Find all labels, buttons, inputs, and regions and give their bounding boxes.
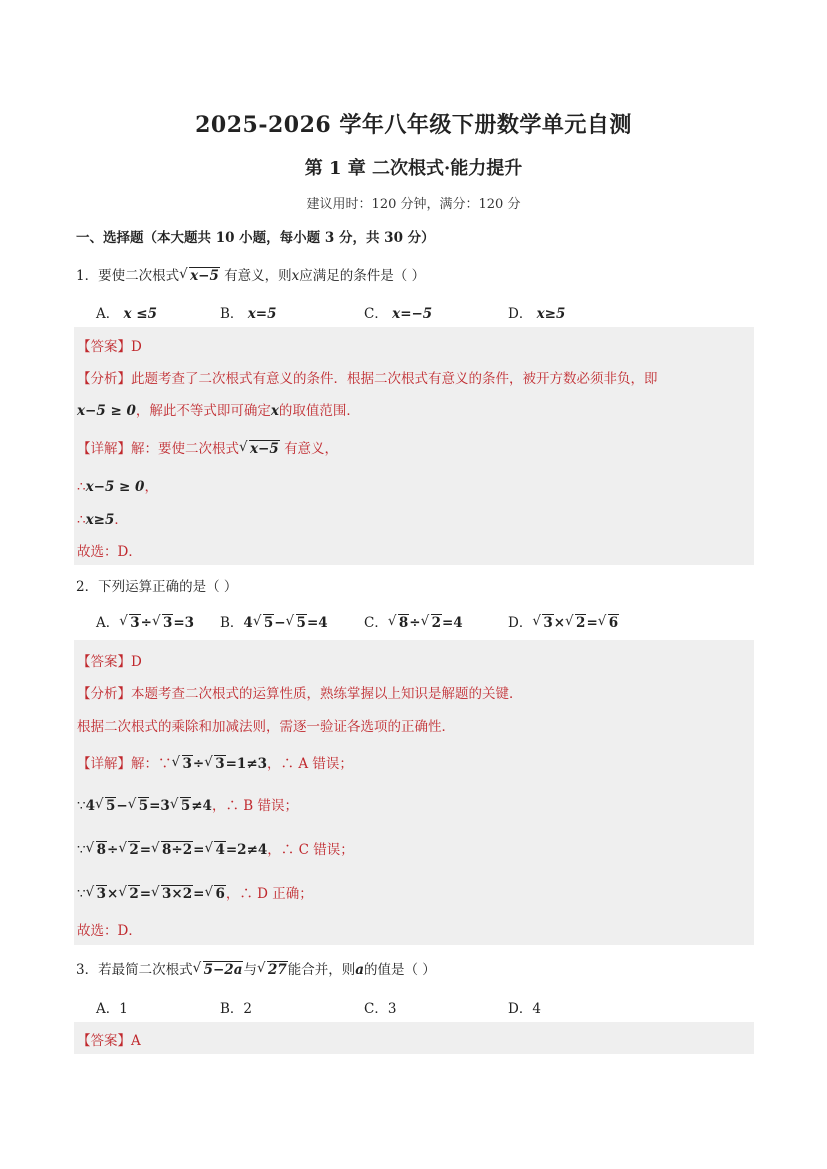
question-1-options	[96, 302, 756, 322]
question-2-stem: 2．下列运算正确的是（ ）	[76, 579, 238, 595]
question-3-options	[96, 997, 756, 1017]
answer-line: 【答案】D	[77, 339, 142, 355]
question-3-stem: 3．若最简二次根式√ 5−2a与√ 27能合并，则a的值是（ ）	[76, 958, 436, 978]
option-d: D． x≥5	[508, 306, 566, 322]
detail-line-a: 【详解】解：∵√ 3÷√ 3=1≠3，∴ A 错误；	[77, 752, 353, 772]
analysis-line: 【分析】本题考查二次根式的运算性质，熟练掌握以上知识是解题的关键．	[77, 686, 523, 702]
time-info: 建议用时：120 分钟，满分：120 分	[306, 197, 521, 212]
detail-line-b: ∵4√ 5−√ 5=3√ 5≠4，∴ B 错误；	[77, 794, 298, 814]
question-2-options	[96, 611, 756, 631]
option-a: A．1	[96, 1001, 128, 1017]
detail-line-c: ∵√ 8÷√ 2=√ 8÷2=√ 4=2≠4，∴ C 错误；	[77, 838, 354, 858]
chapter-title: 第 1 章 二次根式·能力提升	[304, 158, 523, 179]
question-1-stem: 1．要使二次根式√ x−5 有意义，则x应满足的条件是（ ）	[76, 264, 425, 284]
option-b: B．2	[220, 1001, 253, 1017]
detail-line-d: ∵√ 3×√ 2=√ 3×2=√ 6，∴ D 正确；	[77, 882, 313, 902]
detail-line: 【详解】解：要使二次根式√ x−5 有意义，	[77, 437, 338, 457]
option-b: B． x=5	[220, 306, 277, 322]
option-d: D．√ 3×√ 2=√ 6	[508, 611, 619, 631]
option-b: B．4√ 5−√ 5=4	[220, 611, 328, 631]
option-a: A． x ≤5	[96, 306, 158, 322]
section-heading: 一、选择题（本大题共 10 小题，每小题 3 分，共 30 分）	[76, 230, 435, 246]
answer-line: 【答案】D	[77, 654, 142, 670]
radical: √ x−5	[180, 268, 220, 284]
option-c: C．√ 8÷√ 2=4	[364, 611, 463, 631]
question-1-answer-box	[74, 327, 754, 565]
option-d: D．4	[508, 1001, 541, 1017]
option-c: C． x=−5	[364, 306, 433, 322]
option-a: A．√ 3÷√ 3=3	[96, 611, 194, 631]
document-title: 2025-2026 学年八年级下册数学单元自测	[195, 112, 632, 138]
question-3-answer-box	[74, 1022, 754, 1054]
detail-step-1: ∴x−5 ≥ 0，	[77, 479, 158, 495]
conclusion-line: 故选：D．	[77, 544, 142, 560]
option-c: C．3	[364, 1001, 397, 1017]
analysis-line: 【分析】此题考查了二次根式有意义的条件．根据二次根式有意义的条件，被开方数必须非负，即	[77, 371, 658, 387]
analysis-line-2: x−5 ≥ 0，解此不等式即可确定x的取值范围．	[77, 403, 360, 419]
answer-line: 【答案】A	[77, 1033, 141, 1049]
conclusion-line: 故选：D．	[77, 923, 142, 939]
question-2-answer-box	[74, 640, 754, 945]
analysis-line-2: 根据二次根式的乘除和加减法则，需逐一验证各选项的正确性．	[77, 719, 455, 735]
detail-step-2: ∴x≥5．	[77, 512, 128, 528]
